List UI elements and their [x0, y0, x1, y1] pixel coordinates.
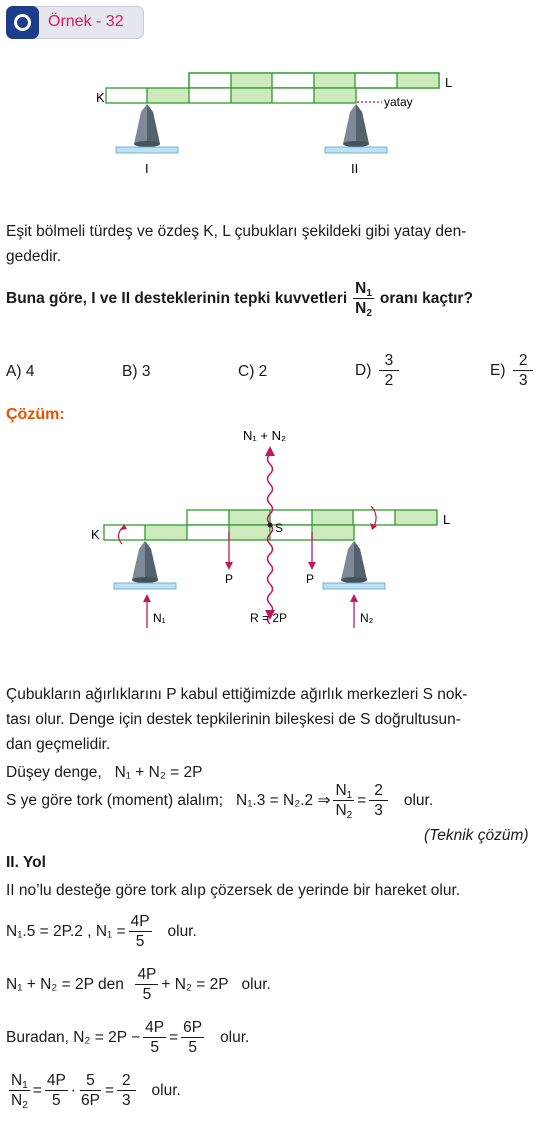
rod-K — [106, 88, 356, 103]
vertical-equilibrium: Düşey denge, N₁ + N₂ = 2P — [6, 764, 203, 781]
label-support-I: I — [145, 161, 149, 176]
equation-1: N₁.5 = 2P.2 , N₁ = $\frac{4P}{5}$ olur. — [6, 912, 197, 950]
support-II-2 — [323, 541, 385, 589]
support-II — [325, 104, 387, 153]
circle-icon — [6, 6, 39, 39]
rod-L-2 — [187, 510, 437, 525]
point-S — [268, 523, 273, 528]
label-L: L — [445, 75, 453, 90]
solution-para-2: tası olur. Denge için destek tepkilerinin bileşkesi de S doğrultusun- — [6, 711, 461, 728]
equation-2: N₁ + N₂ = 2P den $\frac{4P}{5}$ + N₂ = 2P olur. — [6, 965, 271, 1003]
yol2-text: II no’lu desteğe göre tork alıp çözersek de yerinde bir hareket olur. — [6, 882, 461, 899]
label-N1: N₁ — [153, 611, 166, 625]
label-K-2: K — [91, 527, 100, 542]
label-P-right: P — [306, 572, 315, 586]
question-line-1: Eşit bölmeli türdeş ve özdeş K, L çubukları şekildeki gibi yatay den- — [6, 223, 467, 240]
prompt-fraction: $\frac{N_1}{N_2}$ — [355, 280, 372, 319]
label-top-force: N₁ + N₂ — [243, 428, 287, 443]
equation-4: $\frac{N_1}{N_2}$ = $\frac{4P}{5}$ · $\frac{5}{6P}$ = $\frac{2}{3}$ olur. — [11, 1071, 181, 1111]
support-I — [116, 104, 178, 153]
equation-3: Buradan, N₂ = 2P − $\frac{4P}{5}$ = $\frac{6P}{5}$ olur. — [6, 1018, 250, 1056]
option-a: A) 4 — [6, 363, 35, 380]
yol2-heading: II. Yol — [6, 854, 46, 871]
solution-heading: Çözüm: — [6, 406, 65, 423]
label-support-II: II — [351, 161, 359, 176]
label-P-left: P — [225, 572, 234, 586]
rod-L — [189, 73, 439, 88]
support-I-2 — [114, 541, 176, 589]
prompt-suffix: oranı kaçtır? — [379, 290, 473, 307]
option-e: E) $\frac{2}{3}$ — [490, 352, 536, 389]
question-prompt — [6, 280, 473, 317]
question-line-2: gededir. — [6, 248, 62, 265]
prompt-prefix: Buna göre, I ve II desteklerinin tepki kuvvetleri — [6, 290, 348, 307]
option-d: D) $\frac{3}{2}$ — [355, 352, 402, 389]
label-S: S — [275, 521, 284, 535]
figure-force-diagram — [0, 420, 550, 635]
label-L-2: L — [443, 512, 451, 527]
label-yatay: yatay — [384, 95, 413, 109]
figure-beam-setup — [0, 60, 550, 180]
solution-para-3: dan geçmelidir. — [6, 736, 111, 753]
label-R: R = 2P — [250, 611, 288, 625]
torque-equation: S ye göre tork (moment) alalım; N₁.3 = N₂.2 ⇒ $\frac{N_1}{N_2}$ = $\frac{2}{3}$ olur. — [6, 781, 434, 821]
arrow-up-icon — [265, 446, 275, 456]
option-c: C) 2 — [238, 363, 268, 380]
solution-para-1: Çubukların ağırlıklarını P kabul ettiğimizde ağırlık merkezleri S nok- — [6, 686, 468, 703]
example-label: Örnek - 32 — [48, 13, 124, 30]
option-b: B) 3 — [122, 363, 151, 380]
teknik-cozum: (Teknik çözüm) — [424, 827, 529, 844]
label-K: K — [96, 90, 105, 105]
label-N2: N₂ — [360, 611, 374, 625]
